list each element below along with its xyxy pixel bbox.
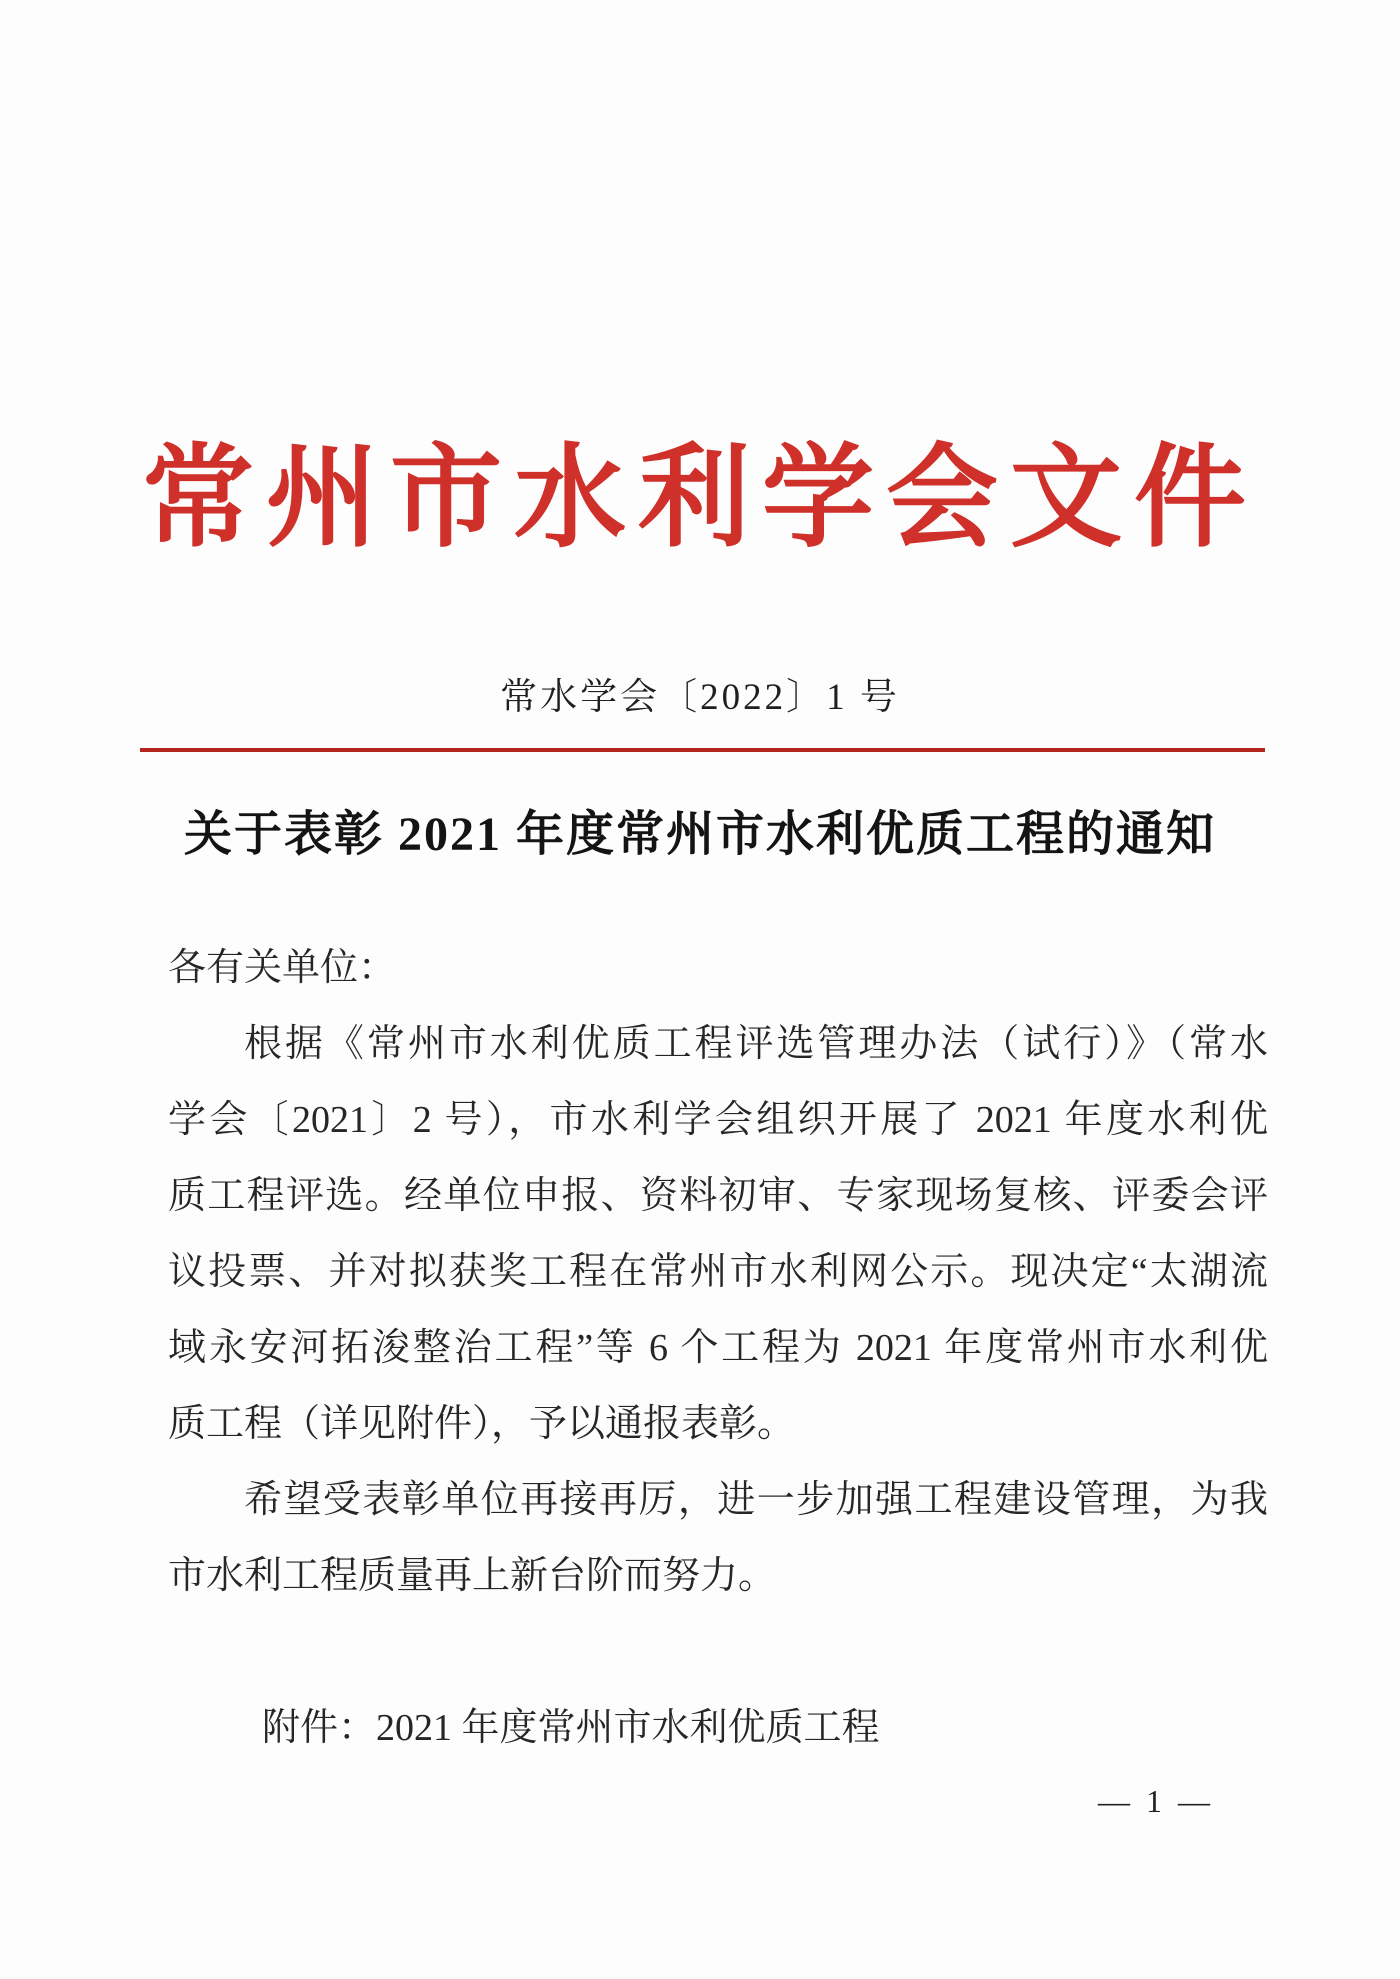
attachment-line: 附件：2021 年度常州市水利优质工程 [262, 1707, 880, 1749]
body-line: 希望受表彰单位再接再厉，进一步加强工程建设管理，为我 [244, 1479, 1268, 1521]
blank-line [168, 1614, 1268, 1690]
body-line: 根据《常州市水利优质工程评选管理办法（试行）》（常水 [244, 1023, 1268, 1065]
document-body [168, 930, 1268, 1766]
body-line: 市水利工程质量再上新台阶而努力。 [168, 1555, 777, 1597]
body-line: 质工程（详见附件），予以通报表彰。 [168, 1403, 796, 1445]
body-line: 议投票、并对拟获奖工程在常州市水利网公示。现决定“太湖流 [168, 1251, 1268, 1293]
document-heading: 关于表彰 2021 年度常州市水利优质工程的通知 [183, 808, 1216, 861]
salutation: 各有关单位： [168, 947, 397, 989]
doc-number: 常水学会〔2022〕1 号 [500, 677, 900, 718]
page-number: — 1 — [1098, 1783, 1214, 1819]
banner-title: 常州市水利学会文件 [142, 437, 1258, 561]
body-line: 学会〔2021〕2 号），市水利学会组织开展了 2021 年度水利优 [168, 1099, 1268, 1141]
body-line: 域永安河拓浚整治工程”等 6 个工程为 2021 年度常州市水利优 [168, 1327, 1268, 1369]
body-line: 质工程评选。经单位申报、资料初审、专家现场复核、评委会评 [168, 1175, 1268, 1217]
red-divider-rule [140, 748, 1265, 752]
